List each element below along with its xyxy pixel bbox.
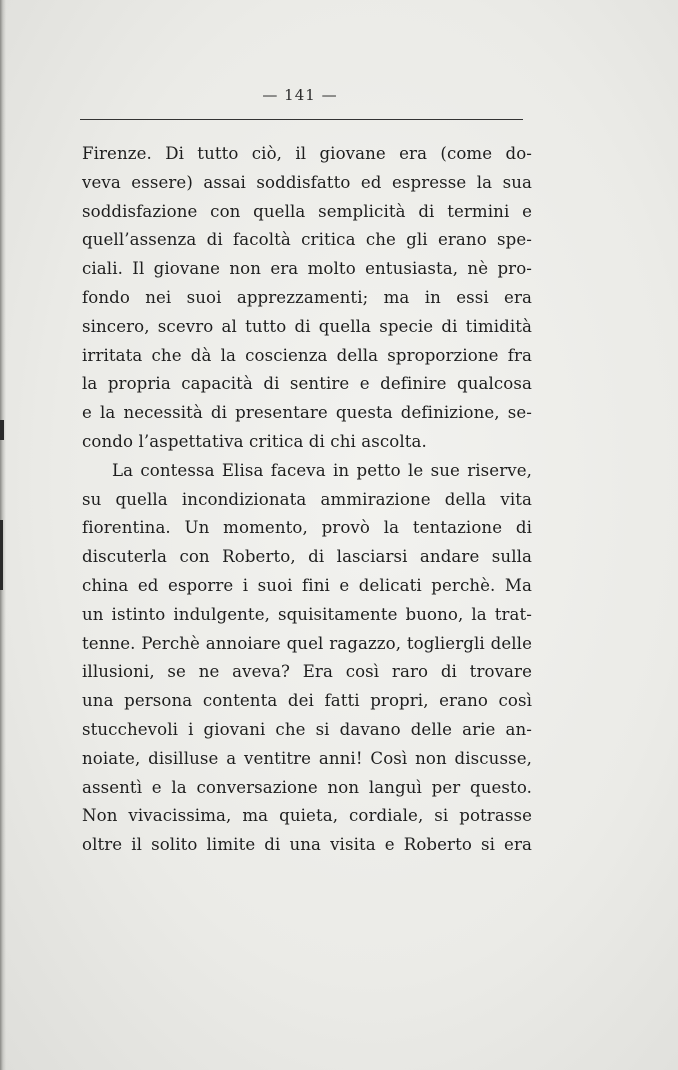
page-number: — 141 — bbox=[262, 86, 338, 104]
text-line: La contessa Elisa faceva in petto le sue riserve, bbox=[112, 460, 532, 480]
text-line: quell’assenza di facoltà critica che gli erano spe- bbox=[82, 230, 532, 250]
binding-mark bbox=[0, 520, 3, 590]
text-line: tenne. Perchè annoiare quel ragazzo, togliergli delle bbox=[82, 633, 532, 653]
text-line: stucchevoli i giovani che si davano delle arie an- bbox=[82, 719, 532, 739]
text-line: una persona contenta dei fatti propri, erano così bbox=[82, 691, 532, 711]
text-line: la propria capacità di sentire e definire qualcosa bbox=[82, 374, 532, 394]
text-line: irritata che dà la coscienza della sproporzione fra bbox=[82, 345, 532, 365]
text-line: e la necessità di presentare questa definizione, se- bbox=[82, 403, 532, 423]
text-line: noiate, disilluse a ventitre anni! Così non discusse, bbox=[82, 748, 532, 768]
text-line: un istinto indulgente, squisitamente buono, la trat- bbox=[82, 604, 532, 624]
header-rule bbox=[80, 119, 523, 120]
text-line: sincero, scevro al tutto di quella specie di timidità bbox=[82, 316, 532, 336]
text-line: oltre il solito limite di una visita e Roberto si era bbox=[82, 835, 532, 855]
text-line: su quella incondizionata ammirazione della vita bbox=[82, 489, 532, 509]
binding-mark bbox=[0, 420, 4, 440]
text-line: discuterla con Roberto, di lasciarsi andare sulla bbox=[82, 547, 532, 567]
body-text bbox=[82, 140, 532, 860]
text-line: fiorentina. Un momento, provò la tentazione di bbox=[82, 518, 532, 538]
text-line: fondo nei suoi apprezzamenti; ma in essi era bbox=[82, 287, 532, 307]
text-line: veva essere) assai soddisfatto ed espresse la sua bbox=[82, 172, 532, 192]
text-line: ciali. Il giovane non era molto entusiasta, nè pro- bbox=[82, 259, 532, 279]
text-line: Firenze. Di tutto ciò, il giovane era (come do- bbox=[82, 144, 532, 163]
text-line: illusioni, se ne aveva? Era così raro di trovare bbox=[82, 662, 532, 682]
text-line: condo l’aspettativa critica di chi ascolta. bbox=[82, 431, 427, 451]
text-line: assentì e la conversazione non languì per questo. bbox=[82, 777, 532, 797]
text-line: soddisfazione con quella semplicità di termini e bbox=[82, 201, 532, 221]
text-line: china ed esporre i suoi fini e delicati perchè. Ma bbox=[82, 575, 532, 595]
text-line: Non vivacissima, ma quieta, cordiale, si potrasse bbox=[82, 806, 532, 826]
